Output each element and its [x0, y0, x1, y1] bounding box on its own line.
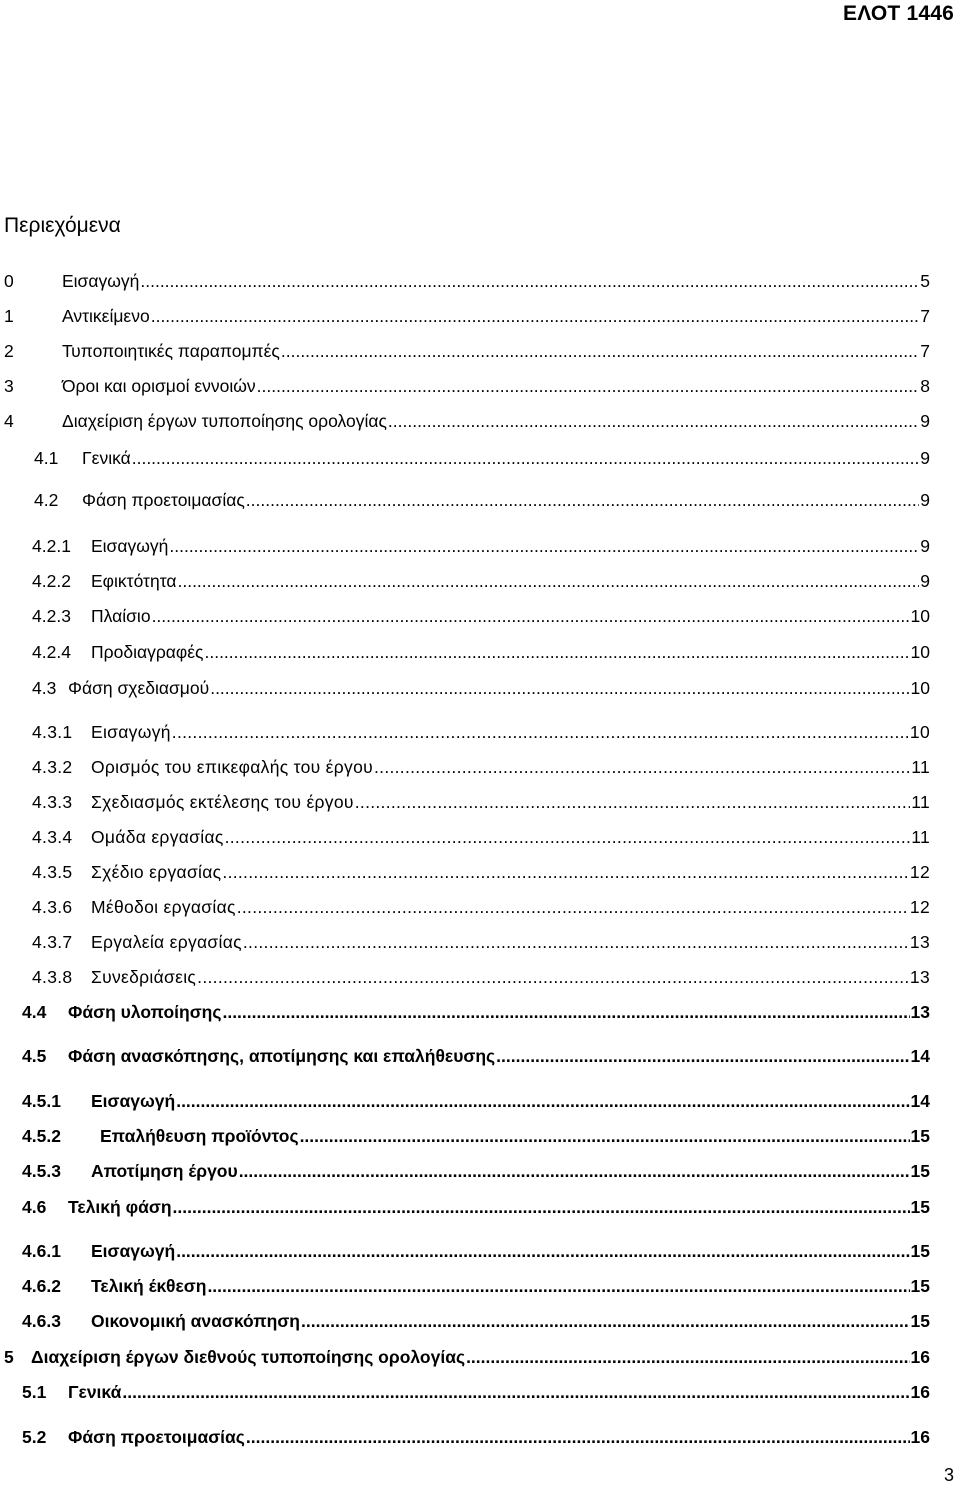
toc-entry[interactable]	[32, 756, 930, 778]
toc-entry-page: 13	[909, 932, 930, 952]
toc-entry-title: Εισαγωγή	[62, 271, 140, 291]
toc-entry-number: 4.2.1	[32, 536, 71, 556]
toc-entry[interactable]	[32, 826, 930, 848]
toc-dot-leader	[122, 1381, 909, 1403]
toc-entry-title: Γενικά	[68, 1382, 122, 1402]
toc-dot-leader	[204, 641, 909, 663]
toc-dot-leader	[246, 1426, 910, 1448]
toc-entry-title: Γενικά	[82, 448, 131, 468]
toc-entry-page: 13	[910, 1002, 930, 1022]
toc-entry-page: 15	[910, 1161, 930, 1181]
toc-entry[interactable]	[22, 1001, 930, 1023]
toc-dot-leader	[257, 375, 920, 397]
toc-entry-page: 15	[910, 1197, 930, 1217]
toc-entry[interactable]	[22, 1240, 930, 1262]
toc-entry-number: 4.3.3	[32, 792, 73, 812]
toc-dot-leader	[239, 1160, 910, 1182]
toc-dot-leader	[169, 535, 919, 557]
toc-entry-title: Διαχείριση έργων διεθνούς τυποποίησης ορολογίας	[31, 1347, 466, 1367]
toc-entry-page: 9	[920, 411, 930, 431]
toc-dot-leader	[281, 340, 919, 362]
toc-entry-title: Συνεδριάσεις	[91, 967, 197, 987]
toc-entry-number: 4.3	[32, 678, 57, 698]
toc-entry-page: 8	[920, 376, 930, 396]
toc-title: Περιεχόμενα	[4, 214, 121, 237]
toc-entry-number: 3	[4, 376, 14, 396]
toc-entry-page: 10	[909, 722, 930, 742]
toc-entry-title: Φάση σχεδιασμού	[68, 678, 210, 698]
toc-dot-leader	[210, 677, 909, 699]
toc-entry-number: 5.1	[22, 1382, 47, 1402]
toc-entry-page: 15	[910, 1311, 930, 1331]
toc-entry-number: 4.6.3	[22, 1311, 61, 1331]
toc-entry[interactable]	[22, 1045, 930, 1067]
toc-entry[interactable]	[22, 1160, 930, 1182]
toc-entry[interactable]	[32, 677, 930, 699]
toc-dot-leader	[355, 791, 910, 813]
toc-entry-number: 4.3.8	[32, 967, 73, 987]
toc-entry-number: 4.5.2	[22, 1126, 61, 1146]
toc-entry-number: 4.6.1	[22, 1241, 61, 1261]
toc-dot-leader	[173, 1196, 910, 1218]
toc-dot-leader	[176, 1240, 909, 1262]
toc-dot-leader	[466, 1346, 909, 1368]
toc-entry-title: Μέθοδοι εργασίας	[91, 897, 236, 917]
toc-entry-title: Ομάδα εργασίας	[91, 827, 224, 847]
toc-entry-title: Προδιαγραφές	[91, 642, 204, 662]
toc-entry[interactable]	[32, 896, 930, 918]
toc-entry-page: 9	[920, 490, 930, 510]
toc-entry-number: 0	[4, 271, 14, 291]
toc-entry[interactable]	[34, 489, 930, 511]
toc-entry-page: 16	[910, 1427, 930, 1447]
toc-entry-page: 16	[910, 1347, 930, 1367]
toc-entry-page: 9	[920, 571, 930, 591]
toc-dot-leader	[222, 1001, 909, 1023]
toc-entry-number: 5.2	[22, 1427, 47, 1447]
toc-entry-title: Εισαγωγή	[91, 536, 169, 556]
document-code: ΕΛΟΤ 1446	[843, 2, 954, 25]
toc-entry-title: Ορισμός του επικεφαλής του έργου	[91, 757, 373, 777]
toc-dot-leader	[237, 896, 909, 918]
toc-entry-page: 12	[909, 862, 930, 882]
toc-entry-title: Εισαγωγή	[91, 722, 171, 742]
toc-dot-leader	[197, 966, 909, 988]
toc-entry-title: Εφικτότητα	[91, 571, 177, 591]
toc-entry[interactable]	[32, 641, 930, 663]
toc-entry-title: Οικονομική ανασκόπηση	[91, 1311, 300, 1331]
toc-entry[interactable]	[32, 861, 930, 883]
toc-entry[interactable]	[22, 1196, 930, 1218]
toc-dot-leader	[177, 570, 919, 592]
toc-entry[interactable]	[32, 931, 930, 953]
toc-entry[interactable]	[22, 1426, 930, 1448]
toc-dot-leader	[225, 826, 911, 848]
toc-entry-page: 9	[920, 448, 930, 468]
toc-entry[interactable]	[34, 447, 930, 469]
toc-entry-page: 10	[910, 678, 930, 698]
toc-entry-number: 4.5.1	[22, 1091, 61, 1111]
page-number: 3	[943, 1465, 954, 1485]
toc-entry[interactable]	[22, 1090, 930, 1112]
toc-entry-page: 14	[910, 1091, 930, 1111]
toc-entry[interactable]	[4, 340, 930, 362]
toc-entry[interactable]	[4, 270, 930, 292]
toc-entry-number: 4.2.3	[32, 606, 71, 626]
toc-entry-page: 5	[920, 271, 930, 291]
toc-entry[interactable]	[22, 1310, 930, 1332]
toc-entry-title: Σχέδιο εργασίας	[91, 862, 222, 882]
toc-entry[interactable]	[22, 1381, 930, 1403]
toc-entry-title: Φάση προετοιμασίας	[82, 490, 245, 510]
toc-entry-page: 10	[910, 642, 930, 662]
toc-entry[interactable]	[32, 721, 930, 743]
toc-entry-title: Τυποποιητικές παραπομπές	[62, 341, 280, 361]
toc-entry-page: 15	[910, 1276, 930, 1296]
toc-dot-leader	[301, 1310, 910, 1332]
toc-entry-number: 4.5	[22, 1046, 47, 1066]
toc-dot-leader	[140, 270, 919, 292]
toc-entry-number: 4.4	[22, 1002, 47, 1022]
toc-dot-leader	[388, 410, 919, 432]
toc-dot-leader	[176, 1090, 909, 1112]
toc-entry-title: Πλαίσιο	[91, 606, 151, 626]
toc-entry-number: 1	[4, 306, 14, 326]
toc-entry-title: Φάση ανασκόπησης, αποτίμησης και επαλήθευσης	[68, 1046, 496, 1066]
toc-entry-number: 5	[4, 1347, 14, 1367]
toc-entry-title: Εργαλεία εργασίας	[91, 932, 242, 952]
toc-dot-leader	[207, 1275, 909, 1297]
toc-entry[interactable]	[32, 605, 930, 627]
toc-entry-page: 11	[911, 757, 930, 777]
toc-entry[interactable]	[4, 1346, 930, 1368]
toc-entry-title: Εισαγωγή	[91, 1091, 176, 1111]
toc-entry-title: Διαχείριση έργων τυποποίησης ορολογίας	[62, 411, 387, 431]
toc-dot-leader	[300, 1125, 910, 1147]
toc-entry-number: 4.2.4	[32, 642, 71, 662]
toc-entry[interactable]	[32, 966, 930, 988]
toc-entry-page: 15	[910, 1241, 930, 1261]
toc-entry-number: 4.3.7	[32, 932, 73, 952]
toc-entry-title: Αντικείμενο	[62, 306, 150, 326]
toc-entry[interactable]	[32, 570, 930, 592]
toc-entry-number: 4.5.3	[22, 1161, 61, 1181]
toc-entry[interactable]	[4, 375, 930, 397]
toc-entry[interactable]	[4, 410, 930, 432]
toc-entry-title: Εισαγωγή	[91, 1241, 176, 1261]
toc-entry-page: 7	[920, 306, 930, 326]
toc-entry-page: 7	[920, 341, 930, 361]
toc-dot-leader	[246, 489, 920, 511]
toc-entry-number: 4.6	[22, 1197, 47, 1217]
toc-entry-title: Φάση υλοποίησης	[68, 1002, 222, 1022]
toc-entry-number: 4.3.1	[32, 722, 73, 742]
toc-dot-leader	[172, 721, 909, 743]
toc-entry-page: 11	[911, 792, 930, 812]
toc-entry-page: 15	[910, 1126, 930, 1146]
toc-dot-leader	[374, 756, 910, 778]
toc-entry-title: Τελική φάση	[68, 1197, 172, 1217]
toc-entry-number: 4	[4, 411, 14, 431]
toc-entry-title: Σχεδιασμός εκτέλεσης του έργου	[91, 792, 354, 812]
toc-dot-leader	[496, 1045, 909, 1067]
toc-entry-title: Τελική έκθεση	[91, 1276, 207, 1296]
toc-entry-number: 4.3.5	[32, 862, 73, 882]
toc-entry-page: 14	[910, 1046, 930, 1066]
toc-dot-leader	[222, 861, 909, 883]
toc-entry-page: 9	[920, 536, 930, 556]
toc-entry-number: 4.1	[34, 448, 59, 468]
toc-dot-leader	[132, 447, 920, 469]
toc-entry-number: 4.3.6	[32, 897, 73, 917]
toc-entry-number: 4.6.2	[22, 1276, 61, 1296]
toc-dot-leader	[152, 605, 910, 627]
toc-dot-leader	[243, 931, 909, 953]
toc-entry-title: Όροι και ορισμοί εννοιών	[62, 376, 256, 396]
toc-entry-page: 10	[910, 606, 930, 626]
toc-entry-page: 12	[909, 897, 930, 917]
toc-entry-number: 4.2.2	[32, 571, 71, 591]
toc-entry-page: 11	[911, 827, 930, 847]
toc-dot-leader	[151, 305, 920, 327]
toc-entry-page: 13	[909, 967, 930, 987]
toc-entry-title: Φάση προετοιμασίας	[68, 1427, 245, 1447]
toc-entry-number: 4.2	[34, 490, 59, 510]
toc-entry[interactable]	[22, 1275, 930, 1297]
toc-entry-number: 4.3.4	[32, 827, 73, 847]
toc-entry[interactable]	[32, 791, 930, 813]
toc-entry-title: Αποτίμηση έργου	[91, 1161, 238, 1181]
toc-entry-page: 16	[910, 1382, 930, 1402]
toc-entry[interactable]	[4, 305, 930, 327]
toc-entry[interactable]	[32, 535, 930, 557]
toc-entry-number: 4.3.2	[32, 757, 73, 777]
toc-entry-title: Επαλήθευση προϊόντος	[100, 1126, 299, 1146]
toc-entry[interactable]	[22, 1125, 930, 1147]
toc-entry-number: 2	[4, 341, 14, 361]
